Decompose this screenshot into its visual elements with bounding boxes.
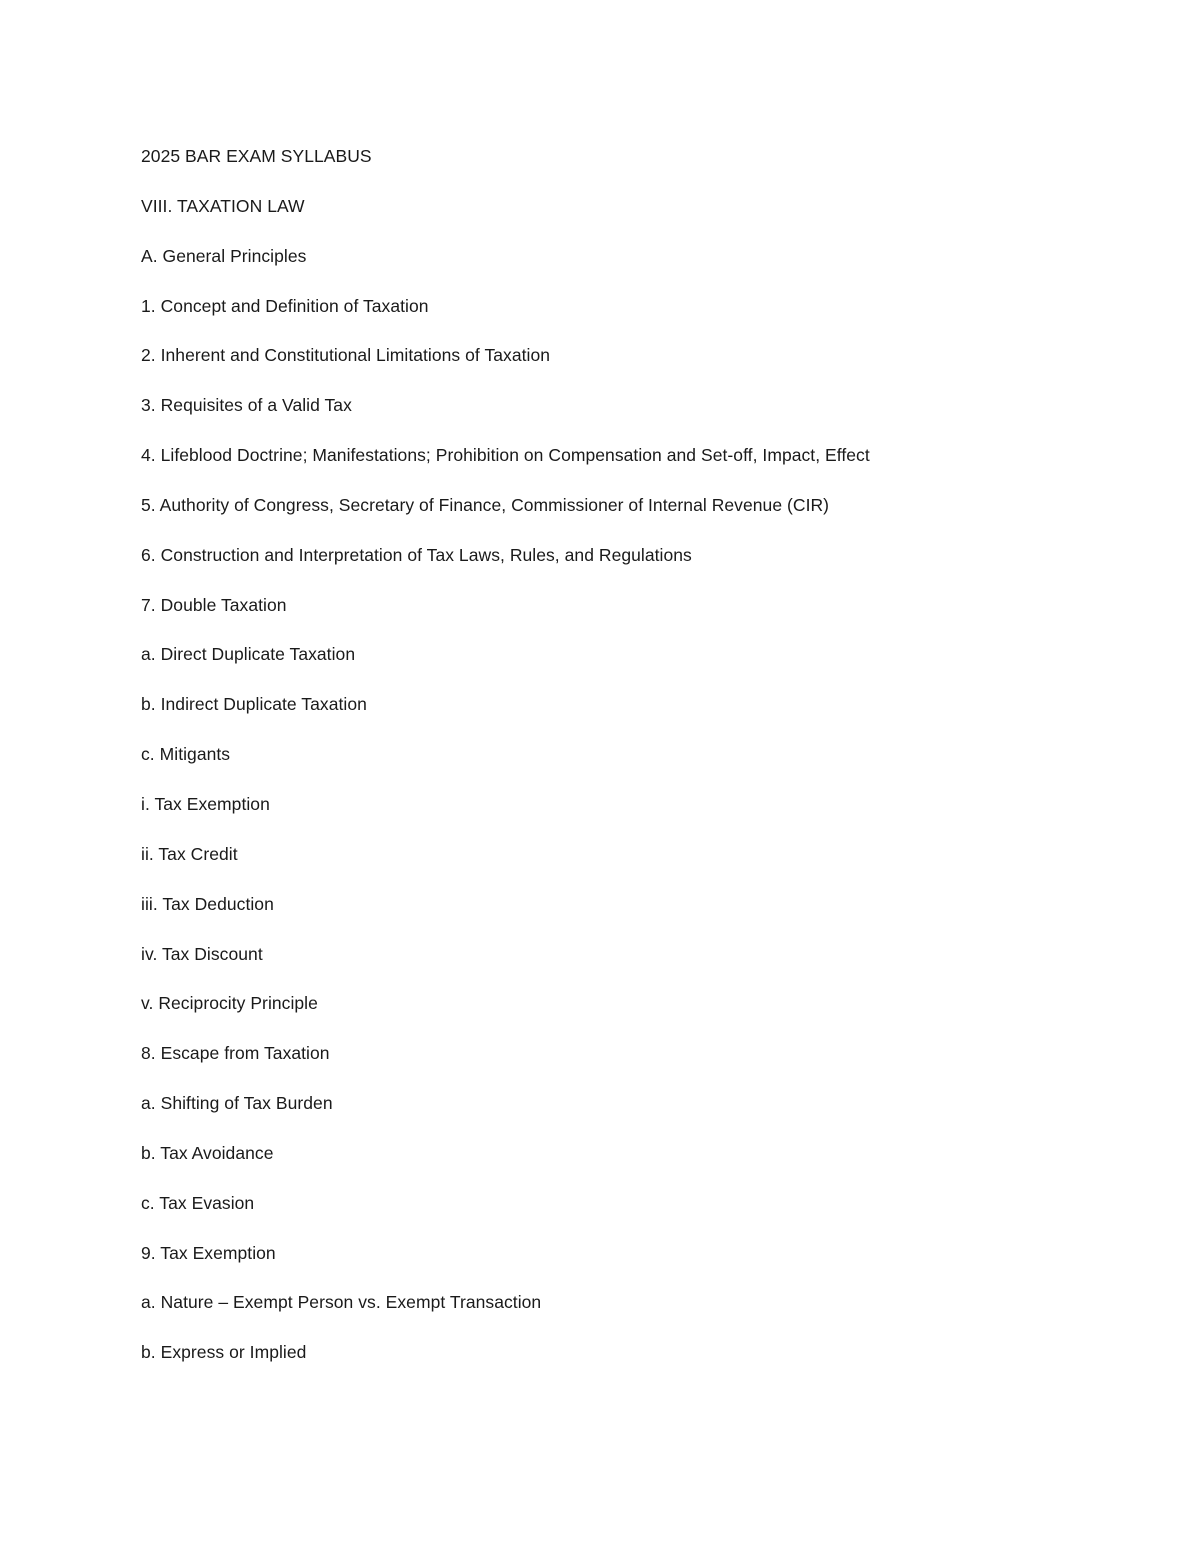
document-title: 2025 BAR EXAM SYLLABUS xyxy=(141,146,372,166)
syllabus-line-subtopic: a. Shifting of Tax Burden xyxy=(141,1093,333,1114)
syllabus-line-subtopic: a. Direct Duplicate Taxation xyxy=(141,644,356,665)
syllabus-line-subtopic: c. Tax Evasion xyxy=(141,1192,255,1213)
syllabus-line-item: v. Reciprocity Principle xyxy=(141,993,318,1014)
syllabus-line-topic: 5. Authority of Congress, Secretary of Finance, Commissioner of Internal Revenue (CIR) xyxy=(141,494,830,515)
syllabus-line-topic: 8. Escape from Taxation xyxy=(141,1043,330,1064)
syllabus-line-topic: 2. Inherent and Constitutional Limitations of Taxation xyxy=(141,345,551,366)
syllabus-line-subtopic: c. Mitigants xyxy=(141,744,231,765)
syllabus-content xyxy=(141,144,1101,1390)
section-heading: VIII. TAXATION LAW xyxy=(141,195,305,216)
syllabus-line-item: iii. Tax Deduction xyxy=(141,893,274,914)
syllabus-line-topic: 3. Requisites of a Valid Tax xyxy=(141,395,352,416)
syllabus-line-topic: 4. Lifeblood Doctrine; Manifestations; Prohibition on Compensation and Set-off, Impact, Effect xyxy=(141,445,870,466)
syllabus-line-subtopic: b. Indirect Duplicate Taxation xyxy=(141,694,367,715)
syllabus-line-item: i. Tax Exemption xyxy=(141,793,270,814)
syllabus-line-topic: 6. Construction and Interpretation of Tax Laws, Rules, and Regulations xyxy=(141,544,692,565)
syllabus-line-topic: 7. Double Taxation xyxy=(141,594,287,615)
syllabus-line-item: ii. Tax Credit xyxy=(141,843,238,864)
syllabus-line-topic: 9. Tax Exemption xyxy=(141,1242,276,1263)
syllabus-line-subtopic: a. Nature – Exempt Person vs. Exempt Transaction xyxy=(141,1292,542,1313)
syllabus-line-topic: 1. Concept and Definition of Taxation xyxy=(141,295,429,316)
syllabus-line-item: iv. Tax Discount xyxy=(141,943,263,964)
syllabus-line-subtopic: b. Express or Implied xyxy=(141,1342,307,1363)
syllabus-line-subsection: A. General Principles xyxy=(141,245,307,266)
syllabus-line-subtopic: b. Tax Avoidance xyxy=(141,1142,274,1163)
